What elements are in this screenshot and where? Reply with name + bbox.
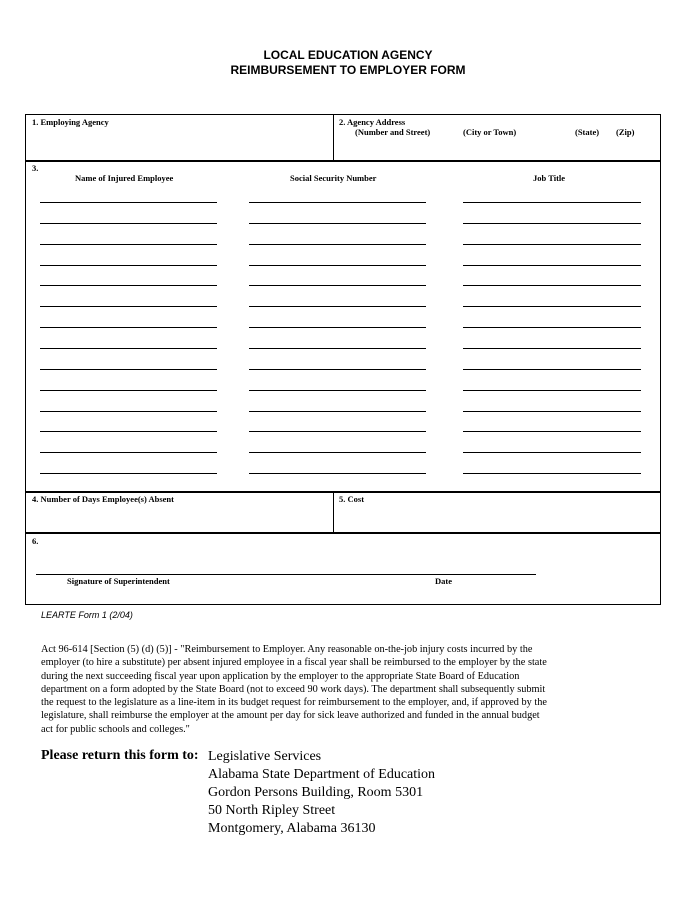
ssn-line[interactable] <box>249 411 426 412</box>
employee-name-line[interactable] <box>40 390 217 391</box>
form-title-line1: LOCAL EDUCATION AGENCY <box>263 48 433 62</box>
section6-number: 6. <box>32 536 39 546</box>
job-title-line[interactable] <box>463 223 641 224</box>
ssn-line[interactable] <box>249 473 426 474</box>
employee-name-line[interactable] <box>40 202 217 203</box>
job-title-line[interactable] <box>463 244 641 245</box>
agency-section <box>25 114 661 162</box>
state-label: (State) <box>575 127 600 137</box>
act-line: legislature, shall reimburse the employer at the amount per day for sick leave authorized and funded in the annual budget <box>41 710 540 722</box>
employee-name-line[interactable] <box>40 411 217 412</box>
act-line: employer (to hire a substitute) per absent injured employee in a fiscal year shall be reimbursed to the employer by the state <box>41 657 547 669</box>
job-title-line[interactable] <box>463 369 641 370</box>
ssn-line[interactable] <box>249 202 426 203</box>
zip-label: (Zip) <box>616 127 635 137</box>
ssn-line[interactable] <box>249 306 426 307</box>
ssn-line[interactable] <box>249 223 426 224</box>
job-title-line[interactable] <box>463 452 641 453</box>
address-line: Montgomery, Alabama 36130 <box>208 821 376 836</box>
employee-name-line[interactable] <box>40 327 217 328</box>
job-title-line[interactable] <box>463 327 641 328</box>
job-title-line[interactable] <box>463 411 641 412</box>
ssn-line[interactable] <box>249 452 426 453</box>
column-header-name: Name of Injured Employee <box>75 173 174 183</box>
form-title-line2: REIMBURSEMENT TO EMPLOYER FORM <box>230 63 466 77</box>
job-title-line[interactable] <box>463 390 641 391</box>
days-absent-label: 4. Number of Days Employee(s) Absent <box>32 494 174 504</box>
street-label: (Number and Street) <box>355 127 431 137</box>
ssn-line[interactable] <box>249 285 426 286</box>
act-line: department on a form adopted by the State Board (not to exceed 90 work days). The department shall subsequently submit <box>41 683 546 695</box>
employee-name-line[interactable] <box>40 244 217 245</box>
employee-name-line[interactable] <box>40 473 217 474</box>
ssn-line[interactable] <box>249 431 426 432</box>
address-line: Legislative Services <box>208 749 322 764</box>
ssn-line[interactable] <box>249 327 426 328</box>
agency-divider <box>333 115 334 160</box>
absence-cost-divider <box>333 492 334 532</box>
act-line: Act 96-614 [Section (5) (d) (5)] - "Reimbursement to Employer. Any reasonable on-the-job injury costs incurred by the <box>41 644 533 655</box>
date-label: Date <box>435 576 452 586</box>
employee-name-line[interactable] <box>40 265 217 266</box>
employee-name-line[interactable] <box>40 223 217 224</box>
column-header-ssn: Social Security Number <box>290 173 377 183</box>
employee-name-line[interactable] <box>40 285 217 286</box>
address-line: Gordon Persons Building, Room 5301 <box>208 785 424 800</box>
address-line: Alabama State Department of Education <box>208 767 436 782</box>
signature-section <box>25 532 661 605</box>
employing-agency-label: 1. Employing Agency <box>32 117 109 127</box>
job-title-line[interactable] <box>463 431 641 432</box>
ssn-line[interactable] <box>249 244 426 245</box>
job-title-line[interactable] <box>463 348 641 349</box>
cost-label: 5. Cost <box>339 494 365 504</box>
return-address <box>208 748 435 838</box>
ssn-line[interactable] <box>249 390 426 391</box>
city-label: (City or Town) <box>463 127 517 137</box>
employee-name-line[interactable] <box>40 431 217 432</box>
return-label: Please return this form to: <box>41 748 199 763</box>
act-line: act for public schools and colleges." <box>41 723 190 735</box>
job-title-line[interactable] <box>463 306 641 307</box>
section3-number: 3. <box>32 163 39 173</box>
agency-address-label: 2. Agency Address <box>339 117 406 127</box>
signature-line[interactable] <box>36 574 536 575</box>
employee-name-line[interactable] <box>40 306 217 307</box>
act-text <box>41 643 611 736</box>
form-id: LEARTE Form 1 (2/04) <box>41 610 133 620</box>
employee-name-line[interactable] <box>40 369 217 370</box>
absence-cost-section <box>25 491 661 534</box>
job-title-line[interactable] <box>463 202 641 203</box>
address-line: 50 North Ripley Street <box>208 803 336 818</box>
ssn-line[interactable] <box>249 369 426 370</box>
job-title-line[interactable] <box>463 285 641 286</box>
ssn-line[interactable] <box>249 265 426 266</box>
job-title-line[interactable] <box>463 265 641 266</box>
act-line: during the next succeeding fiscal year upon application by the employer to the appropriate State Board of Education <box>41 670 520 682</box>
employee-name-line[interactable] <box>40 348 217 349</box>
job-title-line[interactable] <box>463 473 641 474</box>
column-header-job-title: Job Title <box>533 173 566 183</box>
employee-name-line[interactable] <box>40 452 217 453</box>
act-line: the request to the legislature as a line-item in its budget request for reimbursement to the employer, and, if approved by the <box>41 697 547 709</box>
employee-list-section <box>25 160 661 493</box>
signature-label: Signature of Superintendent <box>67 576 170 586</box>
ssn-line[interactable] <box>249 348 426 349</box>
